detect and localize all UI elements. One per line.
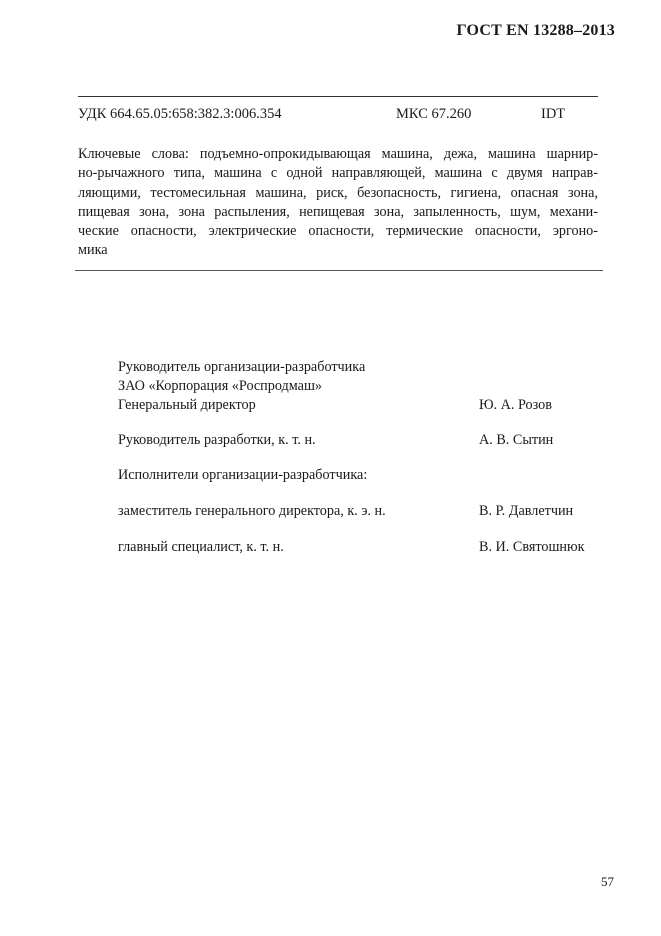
specialist-role: главный специалист, к. т. н. xyxy=(118,539,284,555)
org-name-text: ЗАО «Корпорация «Роспродмаш» xyxy=(118,378,322,394)
top-divider xyxy=(78,96,598,97)
bottom-divider xyxy=(75,270,603,271)
dev-lead-role: Руководитель разработки, к. т. н. xyxy=(118,432,316,448)
keywords-paragraph xyxy=(78,145,598,261)
specialist-row xyxy=(118,538,608,557)
executors-title-text: Исполнители организации-разработчика: xyxy=(118,467,368,483)
document-standard-header: ГОСТ EN 13288–2013 xyxy=(456,22,615,39)
director-role: Генеральный директор xyxy=(118,397,256,413)
keywords-line: ляющими, тестомесильная машина, риск, безопасность, гигиена, опасная зона, xyxy=(78,184,598,201)
signatures-block xyxy=(118,358,608,557)
executors-title xyxy=(118,466,608,485)
dev-lead-row xyxy=(118,431,608,450)
mks-code: МКС 67.260 xyxy=(396,106,472,122)
keywords-line: мика xyxy=(78,242,108,259)
head-org-title-text: Руководитель организации-разработчика xyxy=(118,359,366,375)
director-name: Ю. А. Розов xyxy=(479,397,552,413)
keywords-line: но-рычажного типа, машина с одной направляющей, машина с двумя направ- xyxy=(78,165,598,182)
keywords-line: ческие опасности, электрические опасности, термические опасности, эргоно- xyxy=(78,223,598,240)
udk-code: УДК 664.65.05:658:382.3:006.354 xyxy=(78,106,282,122)
keywords-line: пищевая зона, зона распыления, непищевая зона, запыленность, шум, механи- xyxy=(78,203,598,220)
dev-lead-name: А. В. Сытин xyxy=(479,432,554,448)
specialist-name: В. И. Святошнюк xyxy=(479,539,585,555)
deputy-role: заместитель генерального директора, к. э. н. xyxy=(118,503,386,519)
deputy-row xyxy=(118,502,608,521)
org-name xyxy=(118,377,608,396)
page-number: 57 xyxy=(601,874,614,889)
classification-row xyxy=(78,106,598,126)
keywords-line: Ключевые слова: подъемно-опрокидывающая машина, дежа, машина шарнир- xyxy=(78,146,598,162)
director-row xyxy=(118,396,608,415)
head-org-title xyxy=(118,358,608,377)
idt-code: IDT xyxy=(541,106,566,122)
deputy-name: В. Р. Давлетчин xyxy=(479,503,574,519)
